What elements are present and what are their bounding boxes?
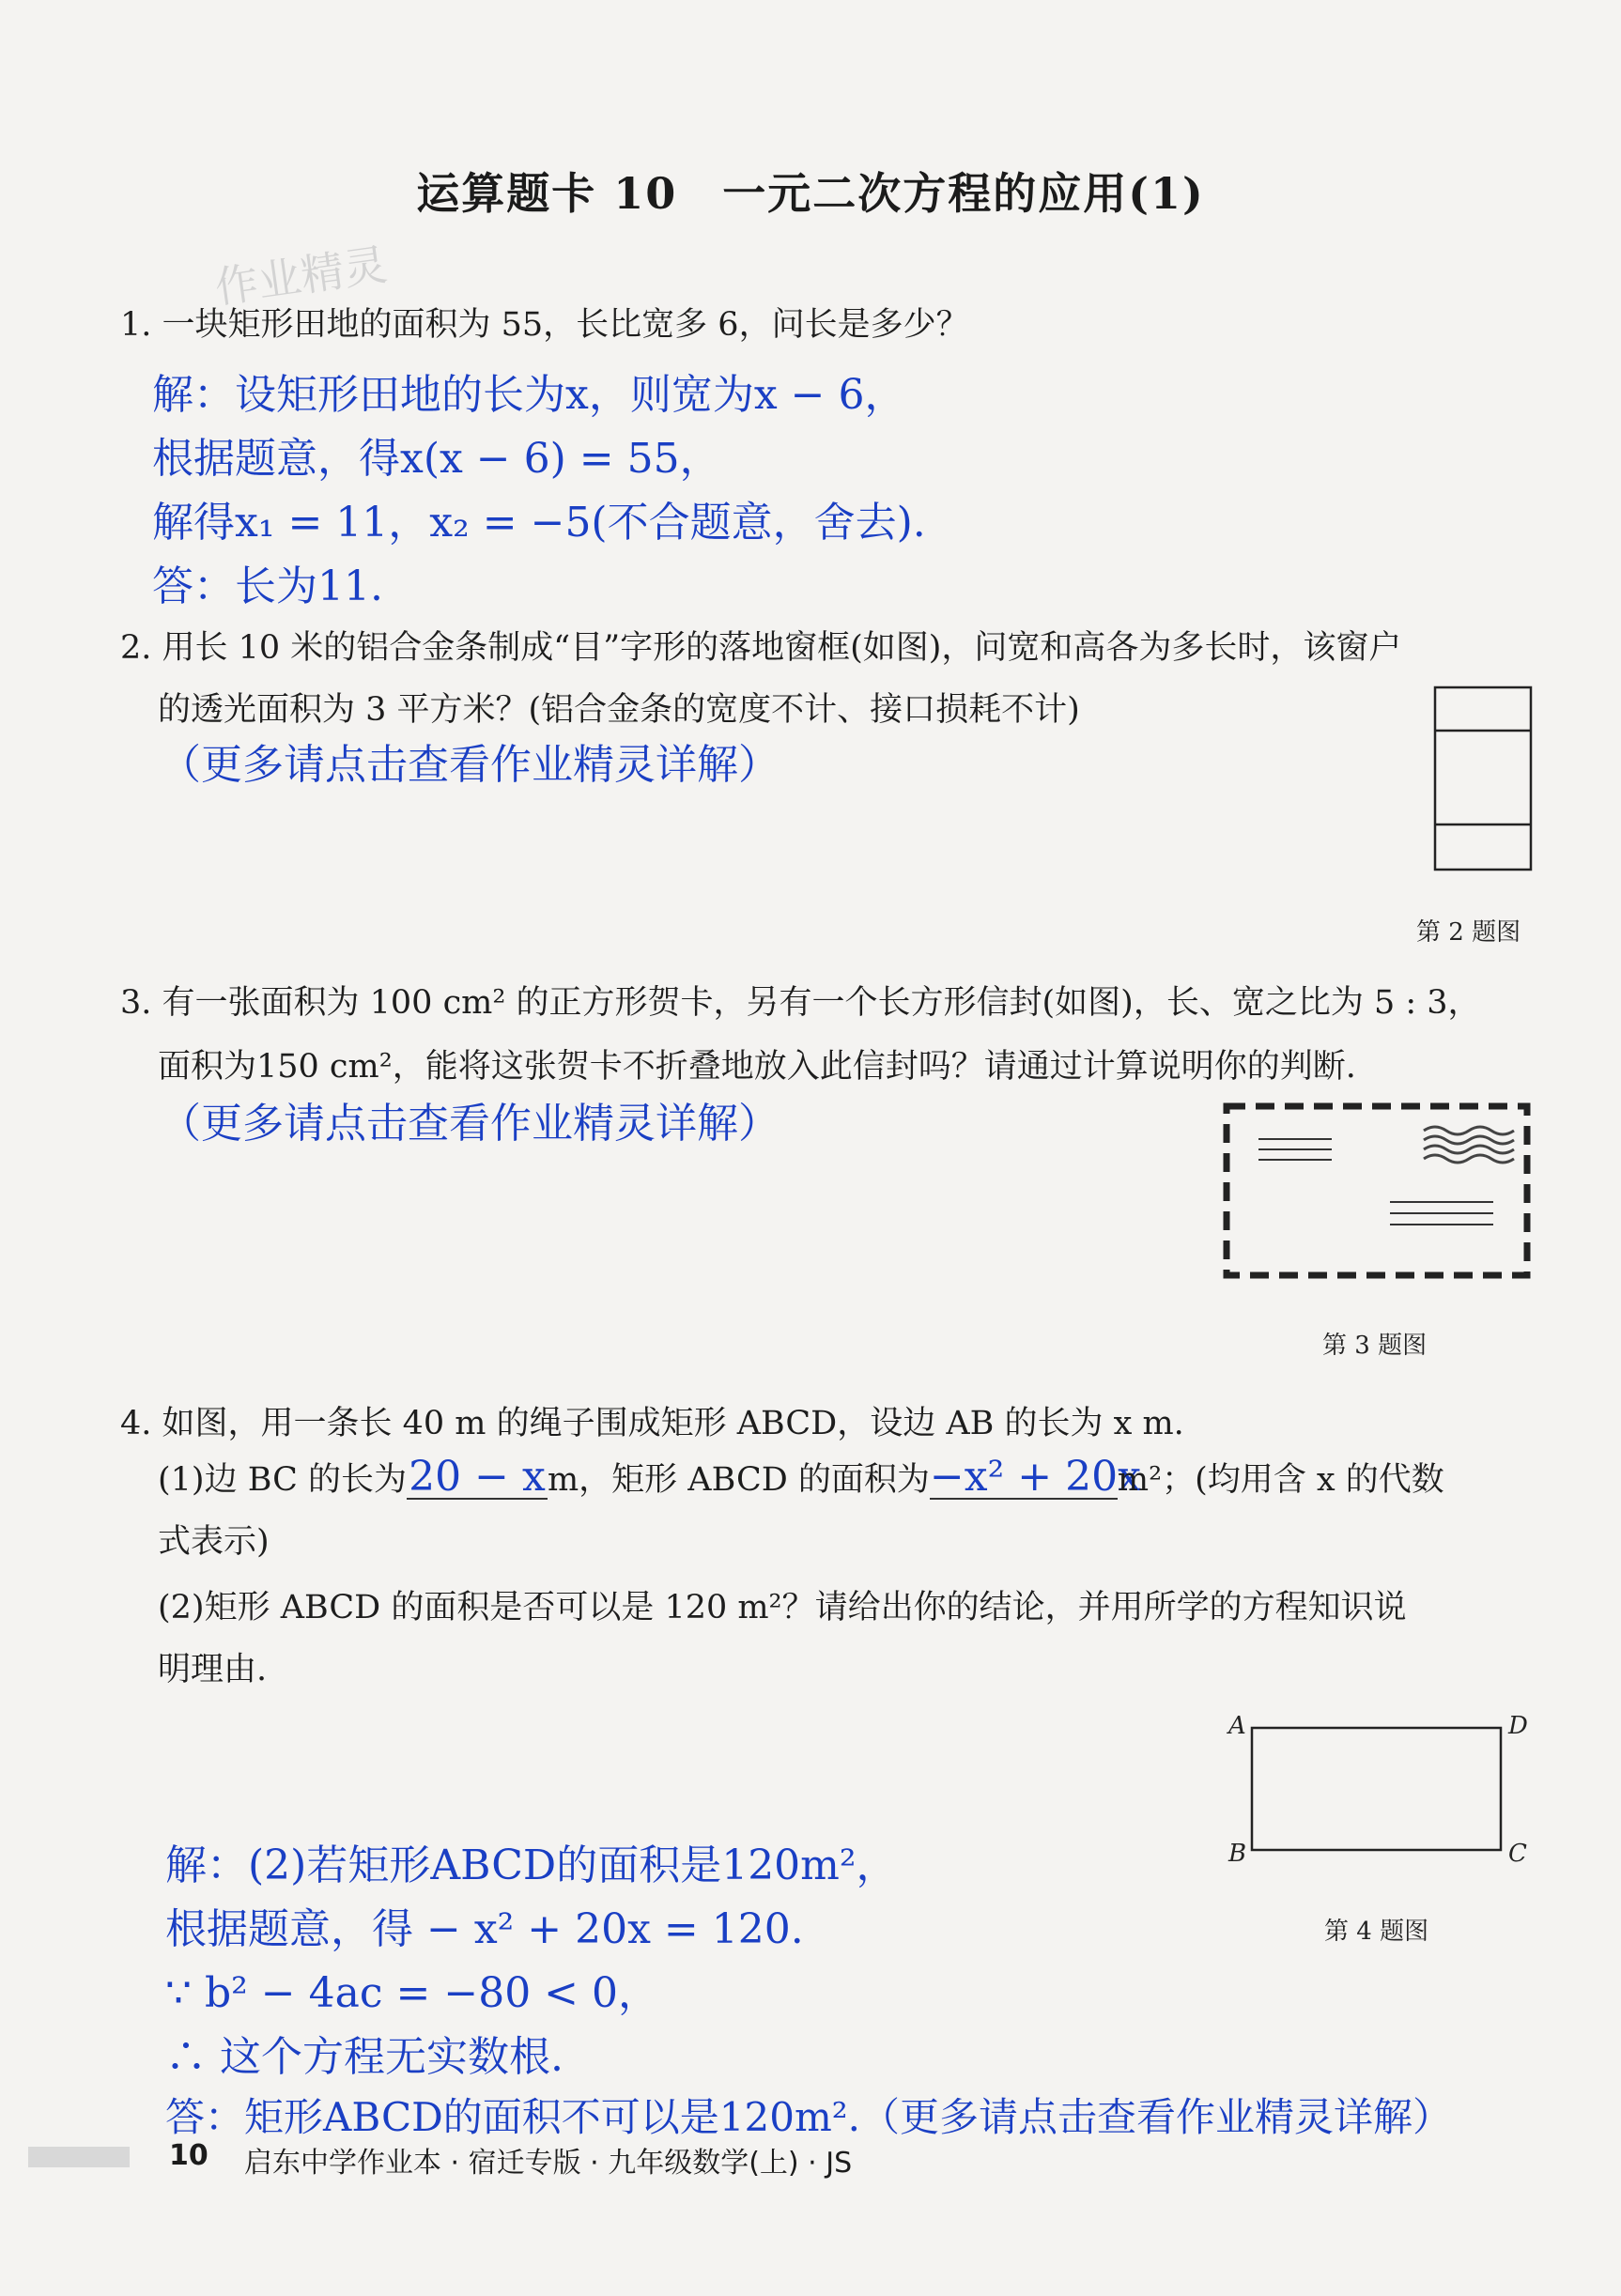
question-3-line-2: 面积为150 cm²，能将这张贺卡不折叠地放入此信封吗？请通过计算说明你的判断. xyxy=(158,1048,1356,1086)
question-4-part-2-line-2: 明理由. xyxy=(158,1651,268,1688)
question-4-part-1-cont: 式表示) xyxy=(158,1523,270,1561)
vertex-label-d: D xyxy=(1508,1712,1528,1740)
watermark: 作业精灵 xyxy=(211,239,391,314)
window-frame-figure xyxy=(1428,684,1540,877)
q4-answer-line-4: ∴ 这个方程无实数根. xyxy=(165,2033,563,2081)
q4-answer-line-3: ∵ b² − 4ac = −80 < 0， xyxy=(165,1969,660,2017)
q4-answer-line-5: 答：矩形ABCD的面积不可以是120m².（更多请点击查看作业精灵详解） xyxy=(165,2094,1452,2140)
question-2-line-1: 2. 用长 10 米的铝合金条制成“目”字形的落地窗框(如图)，问宽和高各为多长时，该窗户 xyxy=(120,629,1402,667)
q1-answer-line-3: 解得x₁ = 11，x₂ = −5(不合题意，舍去). xyxy=(152,499,926,547)
q4-answer-line-2: 根据题意，得 − x² + 20x = 120. xyxy=(165,1905,804,1953)
rectangle-abcd-figure xyxy=(1221,1700,1550,1878)
q4-answer-blank-area[interactable]: −x² + 20x xyxy=(929,1453,1141,1501)
question-4-part-2-line-1: (2)矩形 ABCD 的面积是否可以是 120 m²？请给出你的结论，并用所学的方程知识说 xyxy=(158,1589,1407,1626)
question-3-line-1: 3. 有一张面积为 100 cm² 的正方形贺卡，另有一个长方形信封(如图)，长、宽之比为 5 : 3， xyxy=(120,984,1481,1022)
envelope-figure xyxy=(1219,1097,1538,1294)
q2-figure-caption: 第 2 题图 xyxy=(1416,918,1521,947)
vertex-label-a: A xyxy=(1228,1712,1246,1740)
q1-answer-line-4: 答：长为11. xyxy=(152,562,383,610)
page-number: 10 xyxy=(169,2139,208,2172)
window-outer-frame xyxy=(1435,687,1531,870)
q4-answer-line-1: 解：(2)若矩形ABCD的面积是120m²， xyxy=(165,1841,898,1889)
postmark-wave xyxy=(1424,1155,1514,1163)
envelope-dashed-border xyxy=(1227,1106,1527,1275)
footer-gray-bar xyxy=(28,2147,130,2167)
postmark-wave xyxy=(1424,1136,1514,1144)
q4-part1-text-a: (1)边 BC 的长为 xyxy=(158,1461,407,1499)
q4-answer-blank-bc[interactable]: 20 − x xyxy=(407,1456,548,1500)
question-4-line-1: 4. 如图，用一条长 40 m 的绳子围成矩形 ABCD，设边 AB 的长为 x m. xyxy=(120,1405,1184,1442)
footer-book-title: 启东中学作业本 · 宿迁专版 · 九年级数学(上) · JS xyxy=(244,2147,853,2180)
q3-figure-caption: 第 3 题图 xyxy=(1322,1332,1428,1360)
vertex-label-c: C xyxy=(1508,1840,1527,1868)
vertex-label-b: B xyxy=(1228,1840,1247,1868)
question-2-line-2: 的透光面积为 3 平方米？(铝合金条的宽度不计、接口损耗不计) xyxy=(158,691,1080,729)
postmark-wave xyxy=(1424,1127,1514,1134)
q1-answer-line-1: 解：设矩形田地的长为x，则宽为x − 6， xyxy=(152,371,906,419)
q3-more-link[interactable]: （更多请点击查看作业精灵详解） xyxy=(160,1100,780,1148)
postmark-wave xyxy=(1424,1146,1514,1153)
q1-answer-line-2: 根据题意，得x(x − 6) = 55， xyxy=(152,435,721,483)
question-4-part-1 xyxy=(158,1454,1444,1501)
q2-more-link[interactable]: （更多请点击查看作业精灵详解） xyxy=(160,741,780,789)
rectangle-abcd xyxy=(1252,1728,1501,1850)
q4-figure-caption: 第 4 题图 xyxy=(1324,1918,1429,1946)
q4-part1-text-b: m，矩形 ABCD 的面积为 xyxy=(547,1461,930,1499)
page-title: 运算题卡 10 一元二次方程的应用(1) xyxy=(416,168,1205,219)
q4-part1-text-c: m²；(均用含 x 的代数 xyxy=(1117,1461,1444,1499)
question-1-text: 1. 一块矩形田地的面积为 55，长比宽多 6，问长是多少？ xyxy=(120,306,969,344)
